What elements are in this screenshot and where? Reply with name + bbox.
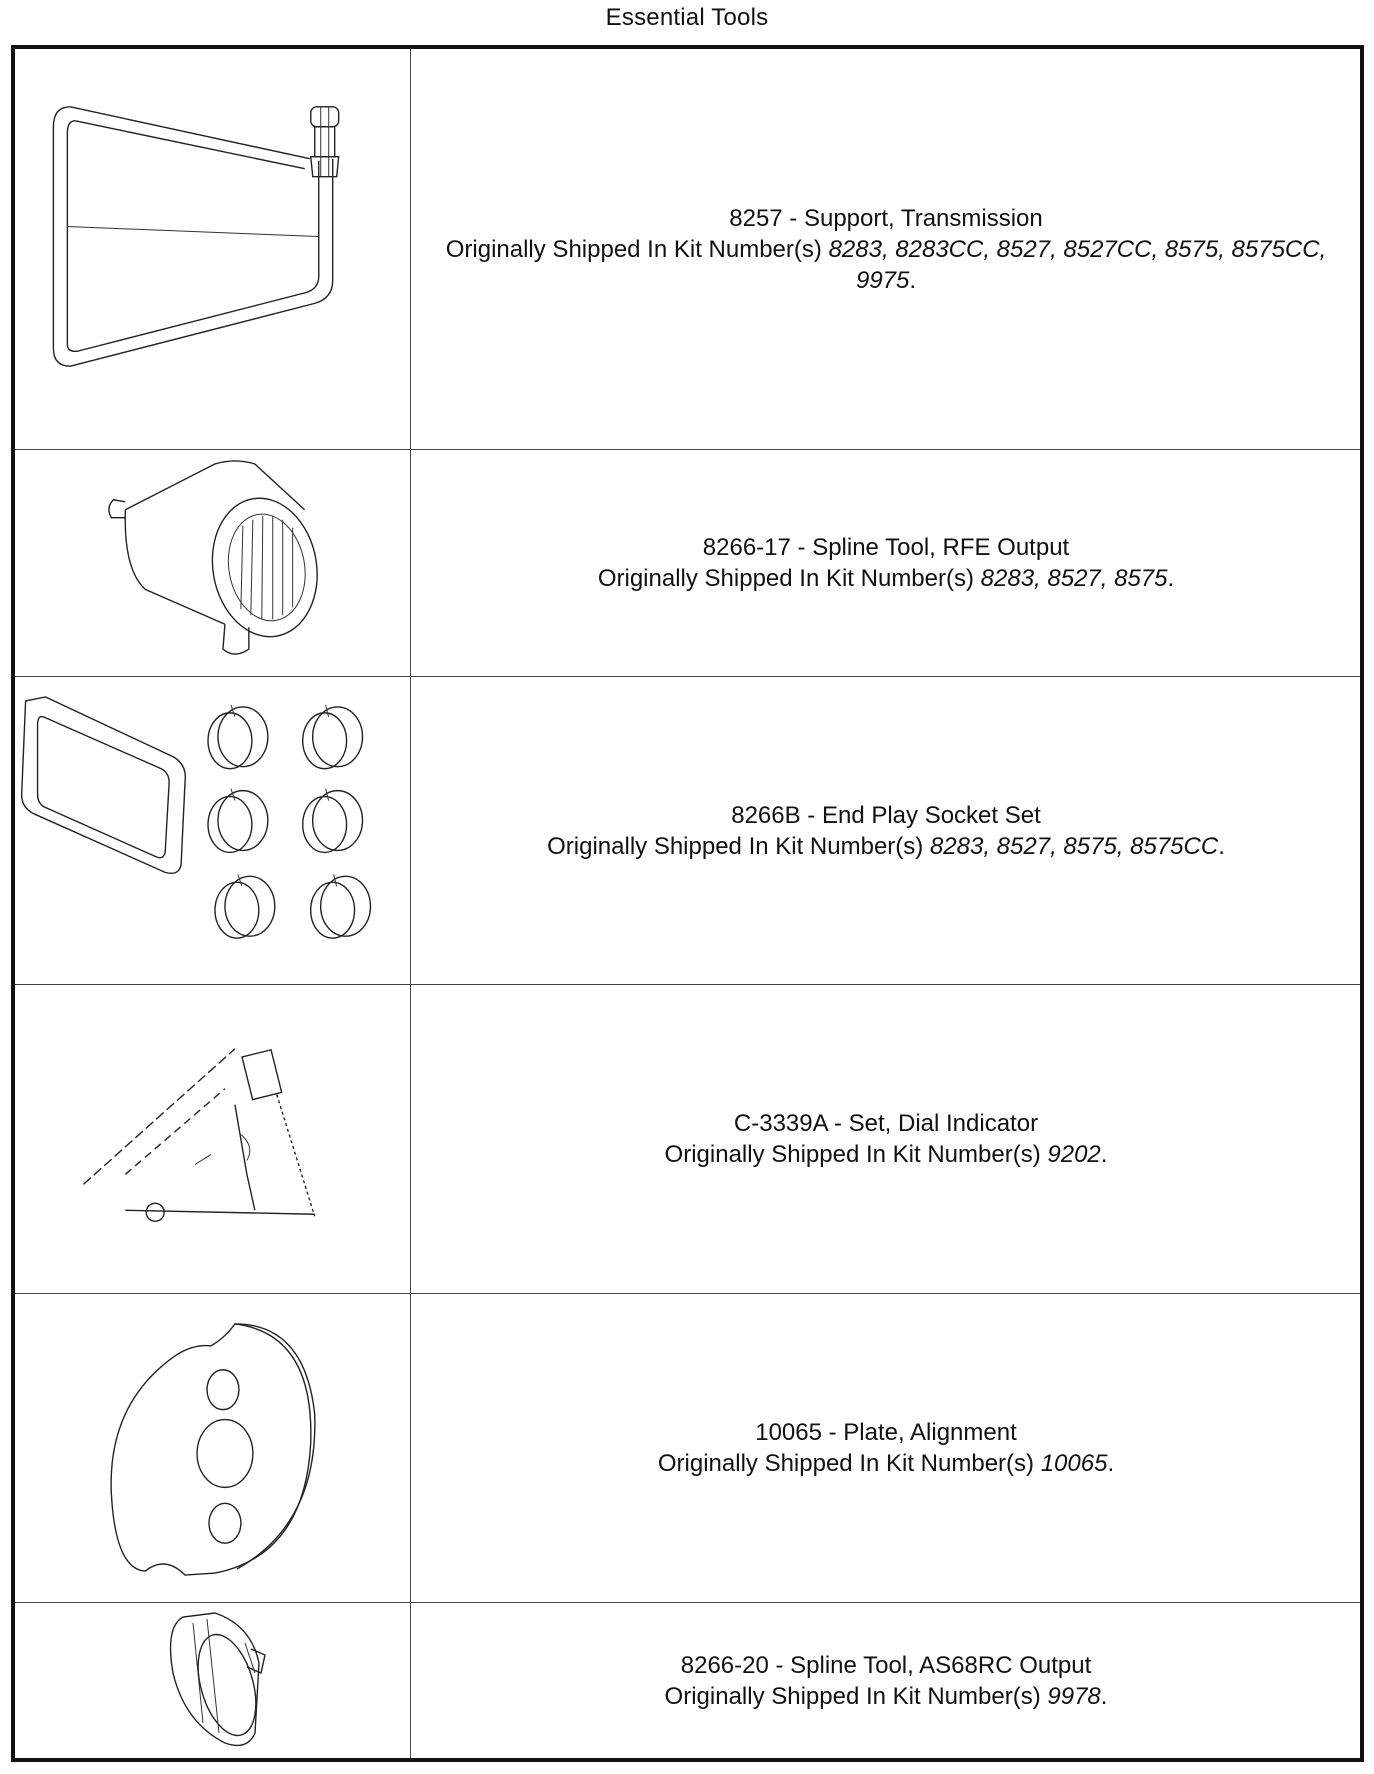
tool-text-cell — [412, 1294, 1360, 1602]
tool-name: 8257 - Support, Transmission — [729, 204, 1043, 232]
tool-name: 8266B - End Play Socket Set — [731, 801, 1041, 829]
kit-numbers: 10065 — [1040, 1450, 1108, 1477]
tool-description: 8257 - Support, Transmission Originally Shipped In Kit Number(s) 8283, 8283CC, 8527, 8527CC, 8575, 8575CC, 9975. — [412, 203, 1360, 296]
kit-numbers: 9202 — [1047, 1141, 1101, 1168]
tool-name: 10065 - Plate, Alignment — [755, 1419, 1017, 1446]
spline-tool-as68rc-drawing — [15, 1603, 411, 1758]
page-title: Essential Tools — [605, 4, 769, 31]
table-row — [15, 450, 1360, 677]
tool-text-cell — [412, 985, 1360, 1293]
table-row — [15, 1603, 1360, 1758]
kit-numbers: 8283, 8527, 8575 — [980, 565, 1168, 592]
table-row — [15, 677, 1360, 985]
tool-description: 8266B - End Play Socket Set Originally Shipped In Kit Number(s) 8283, 8527, 8575, 8575CC. — [547, 801, 1225, 860]
table-row — [15, 985, 1360, 1294]
tool-image-cell — [15, 1603, 411, 1758]
tool-text-cell — [412, 677, 1360, 984]
tool-description: 8266-20 - Spline Tool, AS68RC Output Originally Shipped In Kit Number(s) 9978. — [664, 1651, 1108, 1710]
shipped-label: Originally Shipped In Kit Number(s) — [547, 832, 924, 860]
spline-tool-drawing — [15, 450, 411, 676]
table-row — [15, 49, 1360, 450]
tools-table — [11, 45, 1364, 1762]
tool-name: 8266-17 - Spline Tool, RFE Output — [702, 534, 1070, 561]
kit-numbers: 8283, 8283CC, 8527, 8527CC, 8575, 8575CC, 9975 — [828, 235, 1327, 294]
tool-image-cell — [15, 677, 411, 984]
tool-image-cell — [15, 1294, 411, 1602]
shipped-label: Originally Shipped In Kit Number(s) — [664, 1141, 1041, 1168]
tool-text-cell — [412, 1603, 1360, 1758]
tool-image-cell — [15, 450, 411, 676]
transmission-support-drawing — [15, 49, 411, 449]
tool-description: 10065 - Plate, Alignment Originally Shipped In Kit Number(s) 10065. — [657, 1419, 1115, 1477]
shipped-label: Originally Shipped In Kit Number(s) — [664, 1682, 1041, 1710]
kit-numbers: 8283, 8527, 8575, 8575CC — [929, 832, 1219, 860]
shipped-label: Originally Shipped In Kit Number(s) — [445, 235, 822, 263]
alignment-plate-drawing — [15, 1294, 411, 1602]
dial-indicator-drawing — [15, 985, 411, 1293]
table-row — [15, 1294, 1360, 1603]
tool-description: 8266-17 - Spline Tool, RFE Output Originally Shipped In Kit Number(s) 8283, 8527, 8575. — [597, 534, 1175, 592]
tool-text-cell — [412, 49, 1360, 449]
tool-description: C-3339A - Set, Dial Indicator Originally Shipped In Kit Number(s) 9202. — [664, 1110, 1108, 1168]
kit-numbers: 9978 — [1047, 1682, 1101, 1710]
tool-image-cell — [15, 49, 411, 449]
shipped-label: Originally Shipped In Kit Number(s) — [597, 565, 974, 592]
tool-name: C-3339A - Set, Dial Indicator — [733, 1110, 1039, 1137]
socket-set-drawing — [15, 677, 411, 984]
tool-name: 8266-20 - Spline Tool, AS68RC Output — [680, 1651, 1092, 1679]
tool-text-cell — [412, 450, 1360, 676]
shipped-label: Originally Shipped In Kit Number(s) — [657, 1450, 1035, 1477]
tool-image-cell — [15, 985, 411, 1293]
